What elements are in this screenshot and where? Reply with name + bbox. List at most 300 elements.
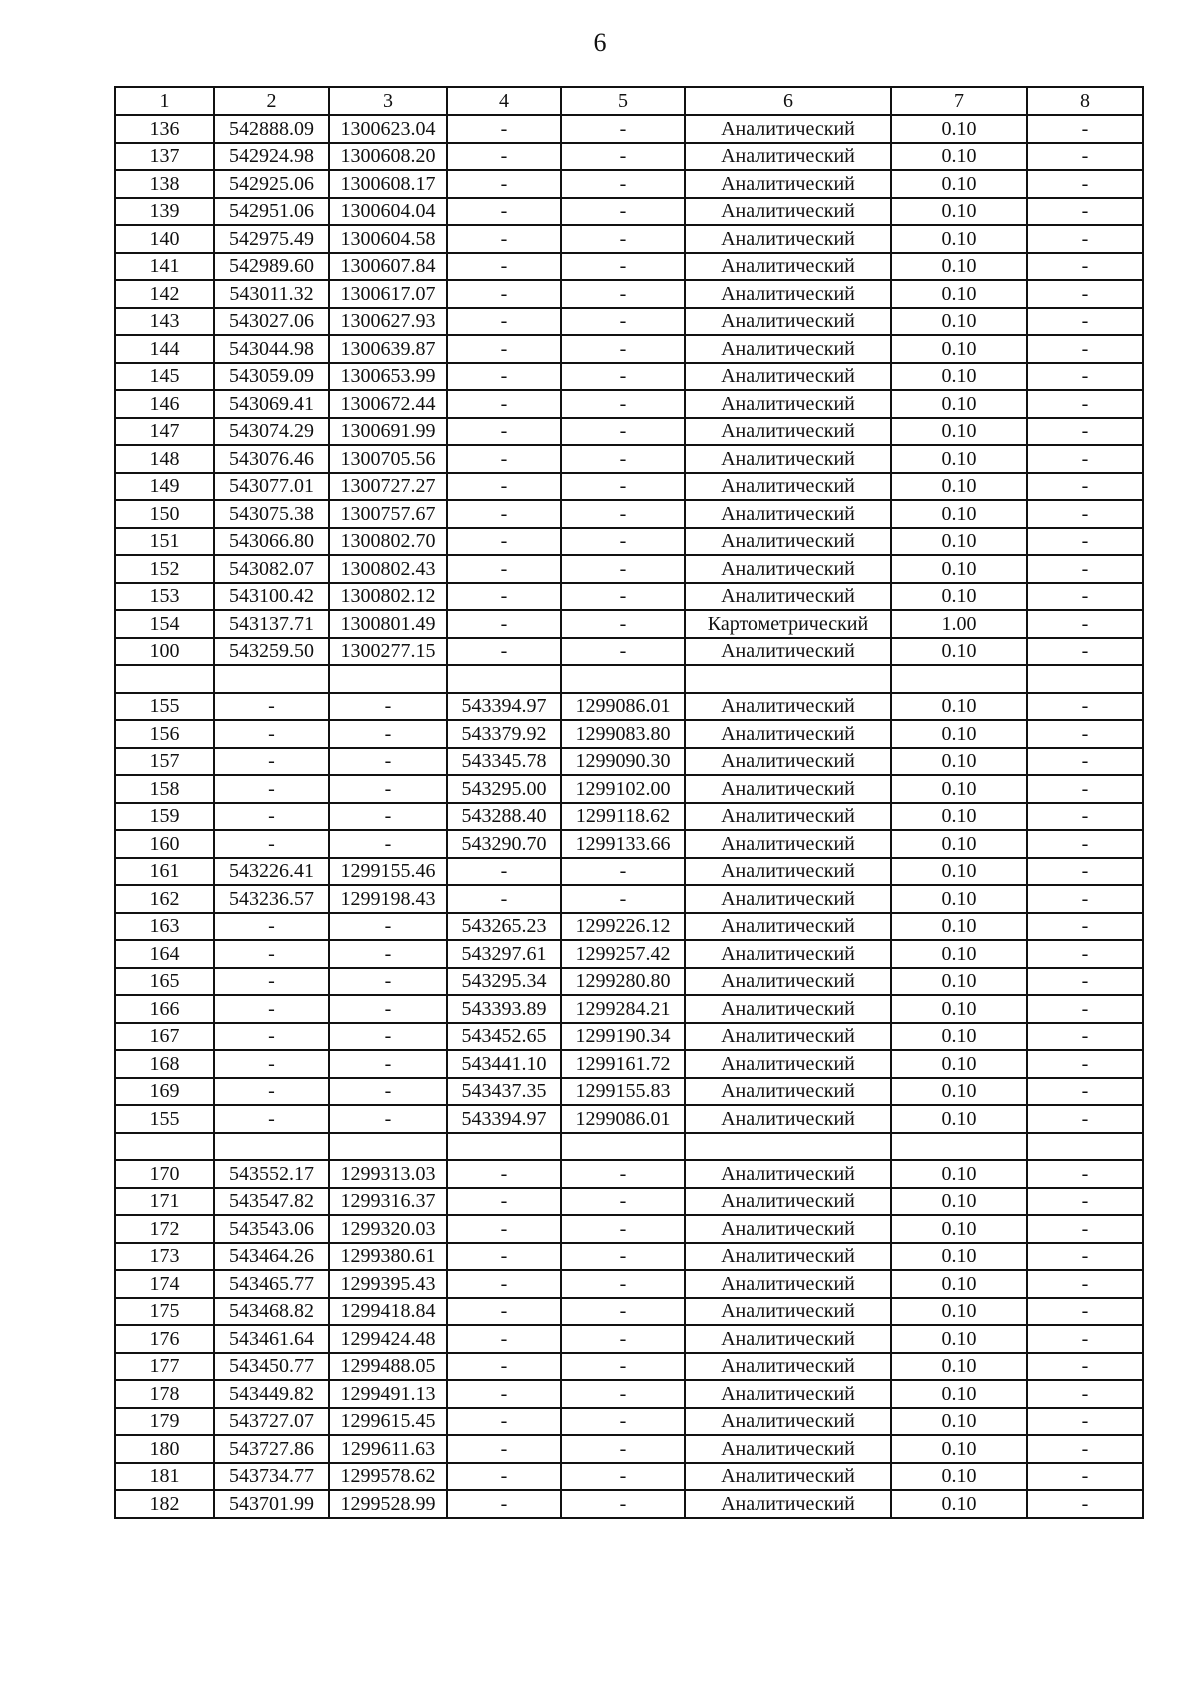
table-cell: 142 [115,280,214,308]
table-cell: 0.10 [891,638,1027,666]
table-row [115,1270,1143,1298]
table-cell: 1299395.43 [329,1270,447,1298]
table-cell: - [447,1298,561,1326]
table-cell: 1300604.04 [329,198,447,226]
table-cell: 0.10 [891,1215,1027,1243]
table-row [115,1463,1143,1491]
table-cell: 542989.60 [214,253,329,281]
table-cell: Аналитический [685,885,891,913]
table-cell: - [447,280,561,308]
table-cell: 0.10 [891,968,1027,996]
table-cell: 1299190.34 [561,1023,685,1051]
table-cell: 543226.41 [214,858,329,886]
table-cell: 543100.42 [214,583,329,611]
table-cell: - [1027,1298,1143,1326]
table-row [115,335,1143,363]
table-cell: - [1027,720,1143,748]
table-cell: - [1027,170,1143,198]
table-cell: 1300757.67 [329,500,447,528]
table-cell: Аналитический [685,1325,891,1353]
table-cell: Аналитический [685,830,891,858]
table-row [115,968,1143,996]
table-cell: 155 [115,693,214,721]
table-cell: Аналитический [685,1435,891,1463]
table-cell: 543288.40 [447,803,561,831]
table-cell [685,665,891,693]
table-cell: 1299086.01 [561,693,685,721]
table-cell: - [561,1188,685,1216]
table-cell: - [447,1463,561,1491]
table-cell: 157 [115,748,214,776]
table-cell: - [561,528,685,556]
table-cell: - [1027,418,1143,446]
table-cell: 0.10 [891,885,1027,913]
table-cell: 543069.41 [214,390,329,418]
table-row [115,445,1143,473]
table-cell: - [561,225,685,253]
table-cell: Аналитический [685,1023,891,1051]
table-cell: 0.10 [891,913,1027,941]
table-row [115,1490,1143,1518]
table-cell: 1299284.21 [561,995,685,1023]
table-cell: - [1027,445,1143,473]
table-cell: Аналитический [685,418,891,446]
table-cell: Аналитический [685,913,891,941]
table-cell: 172 [115,1215,214,1243]
table-cell: - [214,748,329,776]
table-cell: Аналитический [685,473,891,501]
table-cell: - [1027,1050,1143,1078]
table-cell: - [1027,473,1143,501]
table-cell: - [1027,858,1143,886]
table-cell: 543468.82 [214,1298,329,1326]
table-cell: 0.10 [891,858,1027,886]
table-cell: 1300604.58 [329,225,447,253]
table-cell: 0.10 [891,143,1027,171]
table-cell: - [447,198,561,226]
table-cell: 0.10 [891,445,1027,473]
table-cell: 543727.07 [214,1408,329,1436]
table-cell: 0.10 [891,1408,1027,1436]
table-cell: Аналитический [685,583,891,611]
table-cell: - [1027,1463,1143,1491]
table-cell: - [447,858,561,886]
table-cell: - [214,693,329,721]
table-cell: - [1027,885,1143,913]
table-cell: 160 [115,830,214,858]
table-cell: 543552.17 [214,1160,329,1188]
table-cell: Аналитический [685,115,891,143]
table-cell: - [561,115,685,143]
table-cell: 1300705.56 [329,445,447,473]
table-cell: - [561,445,685,473]
table-cell: 1299578.62 [329,1463,447,1491]
table-cell: 0.10 [891,390,1027,418]
table-cell: Аналитический [685,335,891,363]
table-cell: Аналитический [685,363,891,391]
table-cell: - [1027,143,1143,171]
table-row [115,198,1143,226]
table-row [115,803,1143,831]
table-cell: 175 [115,1298,214,1326]
table-cell: 543295.00 [447,775,561,803]
table-cell: 1300672.44 [329,390,447,418]
table-cell: 0.10 [891,335,1027,363]
table-cell: 156 [115,720,214,748]
table-cell: 162 [115,885,214,913]
table-cell: - [1027,1160,1143,1188]
column-header-2: 2 [214,87,329,115]
table-cell: - [447,308,561,336]
table-cell: - [214,913,329,941]
table-cell: - [214,995,329,1023]
table-cell: 543394.97 [447,693,561,721]
table-cell: - [447,253,561,281]
table-row [115,748,1143,776]
table-cell: 1299226.12 [561,913,685,941]
table-cell: 153 [115,583,214,611]
table-row [115,390,1143,418]
table-cell: - [447,528,561,556]
table-cell: - [561,1380,685,1408]
table-cell: 180 [115,1435,214,1463]
table-cell: Аналитический [685,1490,891,1518]
table-cell: - [1027,1380,1143,1408]
table-row [115,1380,1143,1408]
table-row [115,1435,1143,1463]
table-row [115,418,1143,446]
table-cell: - [1027,555,1143,583]
table-cell: - [1027,1105,1143,1133]
table-cell: 543547.82 [214,1188,329,1216]
table-cell: 0.10 [891,830,1027,858]
table-cell: - [447,1353,561,1381]
table-cell: 1299320.03 [329,1215,447,1243]
table-cell: Аналитический [685,143,891,171]
table-cell: - [561,1215,685,1243]
table-cell: 1299090.30 [561,748,685,776]
table-cell: - [561,143,685,171]
table-row [115,1105,1143,1133]
table-cell: - [214,775,329,803]
table-cell: - [329,775,447,803]
table-row [115,1160,1143,1188]
table-header [115,87,1143,115]
table-cell: 1299155.46 [329,858,447,886]
table-cell: 543441.10 [447,1050,561,1078]
table-cell: - [561,170,685,198]
table-row [115,555,1143,583]
table-cell: 1.00 [891,610,1027,638]
table-cell: 543011.32 [214,280,329,308]
table-cell: Аналитический [685,445,891,473]
table-cell [1027,1133,1143,1161]
table-cell: 0.10 [891,253,1027,281]
table-cell: 170 [115,1160,214,1188]
table-cell: - [329,1078,447,1106]
table-cell: 0.10 [891,1463,1027,1491]
table-cell: 1300639.87 [329,335,447,363]
table-cell: Аналитический [685,1105,891,1133]
table-cell: 543393.89 [447,995,561,1023]
table-row [115,115,1143,143]
table-cell: - [561,1463,685,1491]
table-cell: - [1027,968,1143,996]
table-cell: 543259.50 [214,638,329,666]
table-cell: Картометрический [685,610,891,638]
table-cell: 542888.09 [214,115,329,143]
table-cell: 543437.35 [447,1078,561,1106]
table-cell: 543290.70 [447,830,561,858]
table-cell [561,1133,685,1161]
table-cell: 178 [115,1380,214,1408]
table-cell [561,665,685,693]
table-cell: - [1027,280,1143,308]
table-cell: 0.10 [891,1078,1027,1106]
table-cell [447,1133,561,1161]
table-cell: - [561,555,685,583]
table-cell: 164 [115,940,214,968]
table-cell: - [561,1353,685,1381]
table-row [115,1215,1143,1243]
table-cell: 1300802.70 [329,528,447,556]
table-cell: 1299491.13 [329,1380,447,1408]
table-cell: - [561,473,685,501]
table-row [115,1353,1143,1381]
table-cell: 182 [115,1490,214,1518]
table-cell: 0.10 [891,1353,1027,1381]
table-cell: - [1027,610,1143,638]
table-cell: 174 [115,1270,214,1298]
table-cell: - [214,803,329,831]
table-cell: Аналитический [685,528,891,556]
table-cell: 181 [115,1463,214,1491]
table-row [115,528,1143,556]
table-cell: 0.10 [891,803,1027,831]
table-cell: 543082.07 [214,555,329,583]
table-cell: 179 [115,1408,214,1436]
table-cell: - [1027,1243,1143,1271]
table-cell: 543077.01 [214,473,329,501]
table-cell: 177 [115,1353,214,1381]
table-cell: - [447,225,561,253]
table-cell: 0.10 [891,528,1027,556]
table-cell: - [329,720,447,748]
table-cell: - [561,1298,685,1326]
table-cell: 1300801.49 [329,610,447,638]
table-cell: - [329,693,447,721]
table-cell: Аналитический [685,1215,891,1243]
table-cell: 0.10 [891,500,1027,528]
table-cell: 543059.09 [214,363,329,391]
table-cell: - [1027,1270,1143,1298]
table-cell: - [447,445,561,473]
table-row [115,610,1143,638]
table-cell: - [214,1023,329,1051]
table-cell: 1299086.01 [561,1105,685,1133]
table-cell: 0.10 [891,748,1027,776]
table-cell: 543075.38 [214,500,329,528]
table-cell: 1299102.00 [561,775,685,803]
table-cell: 1299118.62 [561,803,685,831]
table-cell [329,1133,447,1161]
table-cell: 145 [115,363,214,391]
table-row [115,308,1143,336]
table-cell: - [447,1160,561,1188]
table-cell: 0.10 [891,1160,1027,1188]
table-cell: 1299615.45 [329,1408,447,1436]
table-cell: Аналитический [685,638,891,666]
table-cell: - [561,280,685,308]
table-cell: - [214,720,329,748]
table-cell: - [561,1408,685,1436]
table-cell: 0.10 [891,940,1027,968]
table-cell: 1299611.63 [329,1435,447,1463]
table-cell: Аналитический [685,803,891,831]
table-cell: - [1027,775,1143,803]
table-cell: 1300727.27 [329,473,447,501]
table-cell: - [447,418,561,446]
table-row [115,1188,1143,1216]
table-cell: - [329,968,447,996]
table-cell: 165 [115,968,214,996]
table-cell [1027,665,1143,693]
table-cell: 0.10 [891,995,1027,1023]
table-cell: 140 [115,225,214,253]
column-header-8: 8 [1027,87,1143,115]
table-cell: - [447,170,561,198]
table-cell: 0.10 [891,308,1027,336]
table-cell: 1300608.17 [329,170,447,198]
table-cell: - [561,885,685,913]
table-cell: 137 [115,143,214,171]
table-cell: 1300802.43 [329,555,447,583]
table-cell: - [1027,940,1143,968]
table-cell: - [329,913,447,941]
table-cell [891,665,1027,693]
table-cell: 141 [115,253,214,281]
table-cell: 1299155.83 [561,1078,685,1106]
table-cell: 0.10 [891,115,1027,143]
page-number: 6 [593,28,607,57]
table-cell: - [1027,225,1143,253]
table-cell: - [561,500,685,528]
table-cell: 1299313.03 [329,1160,447,1188]
table-row [115,913,1143,941]
table-cell: Аналитический [685,253,891,281]
table-cell: 543734.77 [214,1463,329,1491]
table-cell: Аналитический [685,1243,891,1271]
table-cell: 1300607.84 [329,253,447,281]
table-cell: - [447,500,561,528]
column-header-3: 3 [329,87,447,115]
table-cell: - [1027,830,1143,858]
table-cell: - [561,308,685,336]
table-cell: Аналитический [685,555,891,583]
table-cell: Аналитический [685,720,891,748]
table-cell: - [1027,198,1143,226]
table-cell: - [1027,1408,1143,1436]
table-cell: 1299257.42 [561,940,685,968]
table-cell: 543297.61 [447,940,561,968]
table-cell: Аналитический [685,198,891,226]
table-cell: Аналитический [685,500,891,528]
table-cell: - [447,610,561,638]
table-cell: 543236.57 [214,885,329,913]
table-cell: - [561,418,685,446]
table-cell: Аналитический [685,170,891,198]
table-cell: - [447,143,561,171]
table-cell: - [329,1023,447,1051]
table-cell: - [561,858,685,886]
coordinates-table [114,86,1144,1519]
table-cell: 0.10 [891,1023,1027,1051]
table-cell: 1300608.20 [329,143,447,171]
table-cell [115,1133,214,1161]
table-cell: - [214,968,329,996]
table-cell: 0.10 [891,198,1027,226]
table-cell: Аналитический [685,390,891,418]
table-row [115,1243,1143,1271]
table-cell: - [447,638,561,666]
table-cell: 543137.71 [214,610,329,638]
table-cell: 1300277.15 [329,638,447,666]
table-cell: Аналитический [685,1078,891,1106]
table-cell: 0.10 [891,1270,1027,1298]
table-cell: 0.10 [891,1050,1027,1078]
table-row [115,1078,1143,1106]
table-cell: 148 [115,445,214,473]
table-cell: - [1027,1188,1143,1216]
table-cell: - [561,1270,685,1298]
table-cell: 542925.06 [214,170,329,198]
header-row [115,87,1143,115]
table-row [115,638,1143,666]
table-cell: - [1027,1023,1143,1051]
table-cell: - [447,115,561,143]
table-row [115,1298,1143,1326]
table-row [115,885,1143,913]
table-cell: 542924.98 [214,143,329,171]
column-header-1: 1 [115,87,214,115]
table-cell: - [447,1325,561,1353]
table-cell: - [561,363,685,391]
table-cell: 1299161.72 [561,1050,685,1078]
table-cell: - [329,1050,447,1078]
table-cell: 1300627.93 [329,308,447,336]
table-cell: 176 [115,1325,214,1353]
table-cell: 0.10 [891,1490,1027,1518]
table-row [115,225,1143,253]
table-cell: Аналитический [685,1188,891,1216]
table-cell: 543076.46 [214,445,329,473]
table-cell: 1299198.43 [329,885,447,913]
table-cell: 136 [115,115,214,143]
table-cell: Аналитический [685,748,891,776]
table-cell: - [1027,390,1143,418]
table-cell: 543543.06 [214,1215,329,1243]
table-cell: - [561,390,685,418]
table-cell: 543345.78 [447,748,561,776]
table-cell: Аналитический [685,1380,891,1408]
table-row [115,693,1143,721]
table-cell: 0.10 [891,1380,1027,1408]
table-row [115,473,1143,501]
table-row [115,363,1143,391]
table-cell [447,665,561,693]
table-cell: 166 [115,995,214,1023]
table-cell: - [1027,995,1143,1023]
